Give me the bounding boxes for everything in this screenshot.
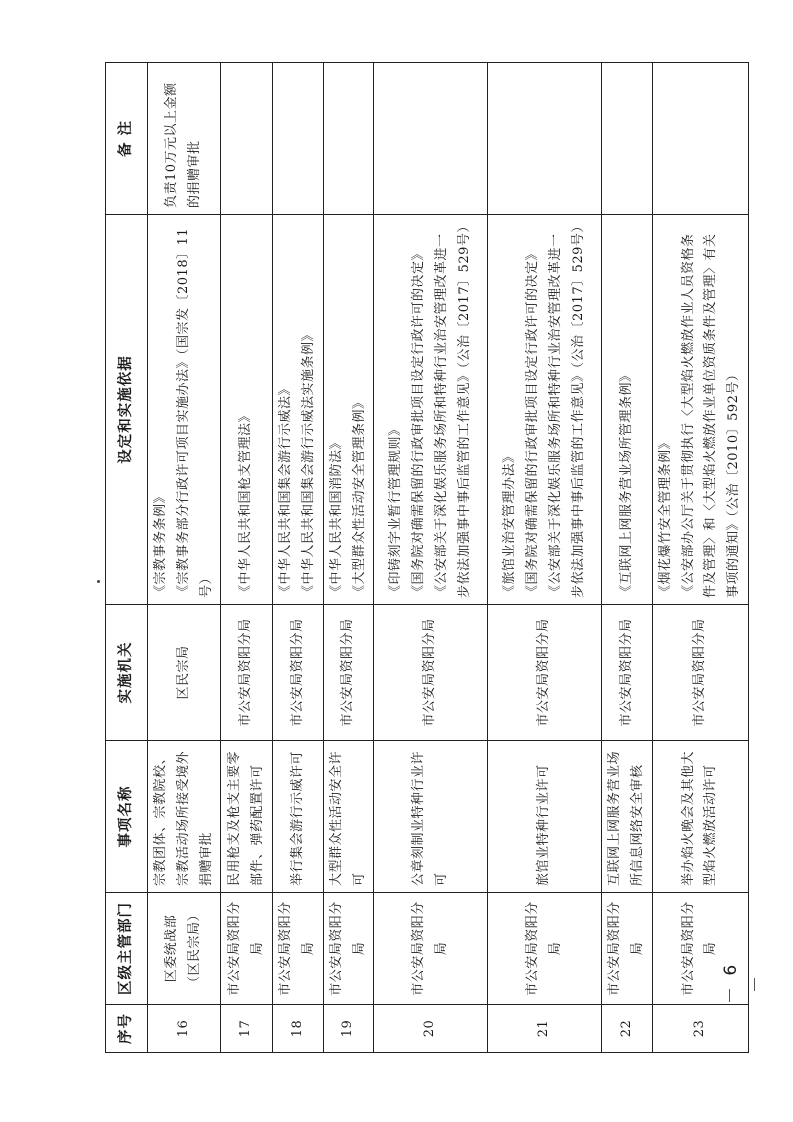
basis-line: 《国务院对确需保留的行政审批项目设定行政许可的决定》 (411, 246, 426, 598)
cell-note (602, 63, 653, 215)
cell-note (221, 63, 273, 215)
cell-note (323, 63, 374, 215)
cell-note (374, 63, 488, 215)
cell-item: 宗教团体、宗教院校、宗教活动场所接受境外捐赠审批 (148, 741, 221, 893)
cell-dept (602, 893, 653, 1005)
cell-seq: 17 (221, 1005, 273, 1053)
dept-line: 市公安局资阳分局 (278, 901, 316, 996)
basis-line: 《中华人民共和国消防法》 (328, 435, 344, 598)
cell-item: 民用枪支及枪支主要零部件、弹药配置许可 (221, 741, 273, 893)
header-item: 事项名称 (106, 741, 148, 893)
cell-dept (273, 893, 324, 1005)
scan-speck (97, 580, 100, 583)
table-body (148, 63, 749, 1053)
cell-note (273, 63, 324, 215)
cell-note (652, 63, 748, 215)
cell-agency: 市公安局资阳分局 (652, 605, 748, 741)
dept-line: 市公安局资阳分局 (328, 901, 367, 996)
cell-basis (602, 215, 653, 605)
cell-seq: 22 (602, 1005, 653, 1053)
cell-dept (488, 893, 602, 1005)
cell-basis (374, 215, 488, 605)
basis-line: 《烟花爆竹安全管理条例》 (657, 435, 673, 598)
cell-basis (148, 215, 221, 605)
cell-dept (221, 893, 273, 1005)
basis-line: 《中华人民共和国集会游行示威法》 (278, 381, 294, 598)
cell-seq: 16 (148, 1005, 221, 1053)
table-header-row (106, 63, 148, 1053)
table-row (652, 63, 748, 1053)
cell-agency: 市公安局资阳分局 (374, 605, 488, 741)
table-row (323, 63, 374, 1053)
header-basis: 设定和实施依据 (106, 215, 148, 605)
header-dept: 区级主管部门 (106, 893, 148, 1005)
cell-dept (148, 893, 221, 1005)
table-row (488, 63, 602, 1053)
cell-seq: 19 (323, 1005, 374, 1053)
basis-line: 《大型群众性活动安全管理条例》 (351, 395, 367, 598)
table-row (221, 63, 273, 1053)
cell-seq: 20 (374, 1005, 488, 1053)
basis-line: 《印铸刻字业暂行管理规则》 (388, 422, 404, 598)
approval-items-table (105, 62, 749, 1053)
cell-agency: 市公安局资阳分局 (488, 605, 602, 741)
dept-line: 市公安局资阳分局 (607, 901, 645, 996)
basis-line: 《互联网上网服务营业场所管理条例》 (618, 368, 634, 598)
cell-seq: 23 (652, 1005, 748, 1053)
cell-item: 互联网上网服务营业场所信息网络安全审核 (602, 741, 653, 893)
table-row (374, 63, 488, 1053)
dept-line: 市公安局资阳分局 (227, 901, 265, 996)
cell-basis (221, 215, 273, 605)
basis-line: 《公安部关于深化娱乐服务场所和特种行业治安管理改革进一步依法加强事中事后监管的工作意见》（公治〔2017〕529号） (433, 219, 472, 598)
basis-line: 《国务院对确需保留的行政审批项目设定行政许可的决定》 (525, 246, 540, 598)
dept-line: 市公安局资阳分局 (411, 901, 449, 996)
dept-line: （区民宗局） (187, 908, 203, 990)
cell-seq: 18 (273, 1005, 324, 1053)
cell-agency: 市公安局资阳分局 (273, 605, 324, 741)
table-row (273, 63, 324, 1053)
cell-dept (323, 893, 374, 1005)
cell-note: 负责10万元以上金额的捐赠审批 (148, 63, 221, 215)
cell-basis (273, 215, 324, 605)
cell-agency: 市公安局资阳分局 (323, 605, 374, 741)
cell-item: 举行集会游行示威许可 (273, 741, 324, 893)
cell-seq: 21 (488, 1005, 602, 1053)
header-agency: 实施机关 (106, 605, 148, 741)
cell-agency: 市公安局资阳分局 (602, 605, 653, 741)
basis-line: 《公安部办公厅关于贯彻执行〈大型焰火燃放作业人员资格条件及管理〉和〈大型焰火燃放作业单位资质条件及管理〉有关事项的通知》（公治〔2010〕592号） (680, 233, 741, 598)
table-row (602, 63, 653, 1053)
cell-item: 公章刻制业特种行业许可 (374, 741, 488, 893)
basis-line: 《旅馆业治安管理办法》 (502, 449, 518, 598)
cell-item: 举办焰火晚会及其他大型焰火燃放活动许可 (652, 741, 748, 893)
cell-basis (323, 215, 374, 605)
page-number: － 6 － (721, 961, 766, 1005)
header-note: 备 注 (106, 63, 148, 215)
cell-agency: 市公安局资阳分局 (221, 605, 273, 741)
rotated-table-page (105, 63, 741, 1053)
dept-line: 市公安局资阳分局 (525, 901, 563, 996)
basis-line: 《中华人民共和国集会游行示威法实施条例》 (301, 327, 316, 598)
cell-basis (652, 215, 748, 605)
dept-line: 区委统战部 (164, 914, 180, 983)
cell-item: 大型群众性活动安全许可 (323, 741, 374, 893)
header-seq: 序号 (106, 1005, 148, 1053)
basis-line: 《宗教事务条例》 (153, 489, 168, 598)
cell-basis (488, 215, 602, 605)
cell-agency: 区民宗局 (148, 605, 221, 741)
basis-line: 《中华人民共和国枪支管理法》 (238, 408, 254, 598)
basis-line: 《宗教事务部分行政许可项目实施办法》（国宗发〔2018〕11号） (175, 227, 214, 598)
dept-line: 市公安局资阳分局 (680, 901, 719, 996)
table-row (148, 63, 221, 1053)
cell-dept (374, 893, 488, 1005)
cell-item: 旅馆业特种行业许可 (488, 741, 602, 893)
basis-line: 《公安部关于深化娱乐服务场所和特种行业治安管理改革进一步依法加强事中事后监管的工作意见》（公治〔2017〕529号） (547, 219, 586, 598)
cell-note (488, 63, 602, 215)
